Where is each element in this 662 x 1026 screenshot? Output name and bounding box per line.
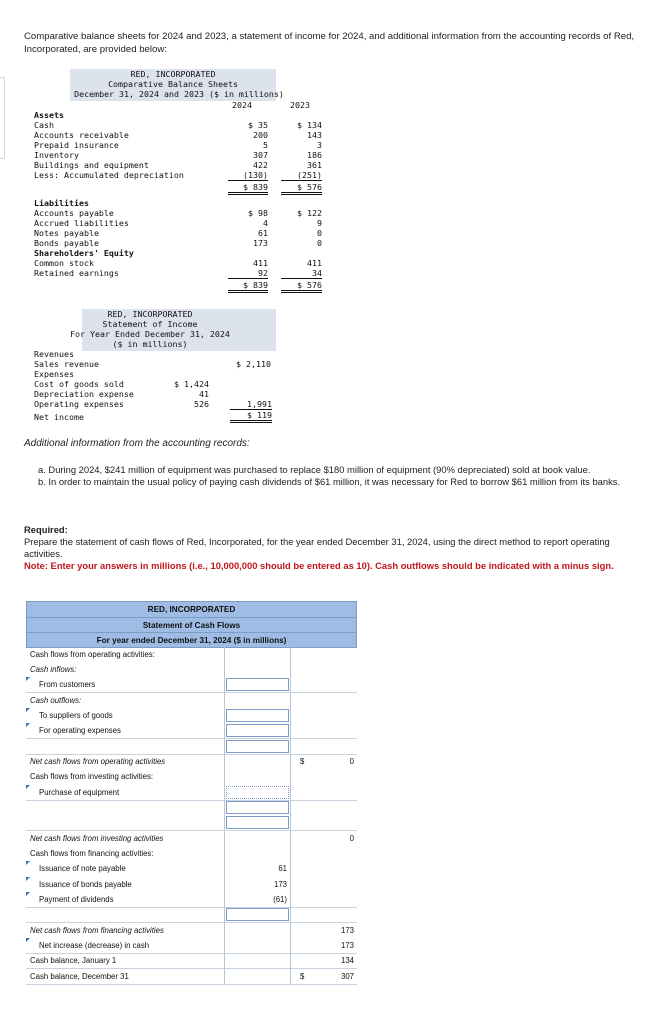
cf-bonds-row xyxy=(26,877,357,893)
cf-cash-end-label: Cash balance, December 31 xyxy=(30,972,129,981)
cf-dividends-row xyxy=(26,892,357,908)
cf-for-opex-amount-cell xyxy=(224,723,290,739)
assets-label: Inventory xyxy=(34,150,79,160)
dropdown-marker-icon[interactable] xyxy=(26,677,30,681)
cf-op-blank-input[interactable] xyxy=(226,740,289,753)
cf-op-blank-row xyxy=(26,739,357,755)
is-revenues: Revenues xyxy=(34,349,74,359)
cf-fin-blank-total-cell xyxy=(290,907,357,923)
liabilities-2024: 4 xyxy=(263,218,268,228)
cf-inv-blank-2-input[interactable] xyxy=(226,816,289,829)
cf-to-suppliers-total-cell xyxy=(290,708,357,724)
equity-header: Shareholders' Equity xyxy=(34,248,134,258)
assets-2023: 186 xyxy=(307,150,322,160)
cf-outflows-label: Cash outflows: xyxy=(30,696,82,705)
cf-notes-row xyxy=(26,861,357,877)
is-sales-label: Sales revenue xyxy=(34,359,99,369)
liabilities-2024: $ 98 xyxy=(248,208,268,218)
cf-to-suppliers-amount-cell xyxy=(224,708,290,724)
cf-fin-header-row xyxy=(26,846,357,862)
cf-inflows-amount-cell xyxy=(224,662,290,678)
cf-op-blank-total-cell xyxy=(290,739,357,755)
is-opex-label: Operating expenses xyxy=(34,399,124,409)
is-dep-label: Depreciation expense xyxy=(34,389,134,399)
cf-for-opex-label: For operating expenses xyxy=(39,726,121,735)
cf-cash-end-row xyxy=(26,969,357,985)
cf-op-header-amount-cell xyxy=(224,647,290,663)
cf-purchase-equipment-input[interactable] xyxy=(226,786,289,799)
liabilities-label: Notes payable xyxy=(34,228,99,238)
assets-2023: 143 xyxy=(307,130,322,140)
cf-inv-blank-2-total-cell xyxy=(290,815,357,831)
cf-notes-value: 61 xyxy=(278,864,287,873)
cf-net-fin-label: Net cash flows from financing activities xyxy=(30,926,164,935)
cf-fin-header-label: Cash flows from financing activities: xyxy=(30,849,154,858)
cf-net-fin-total: 173 xyxy=(340,926,354,935)
additional-info-list xyxy=(38,464,644,488)
equity-label: Retained earnings xyxy=(34,268,119,278)
cf-inv-blank-1-amount-cell xyxy=(224,800,290,816)
cf-net-op-row xyxy=(26,754,357,770)
equity-2023: 411 xyxy=(307,258,322,268)
cf-inv-blank-1-row xyxy=(26,800,357,816)
cf-inv-header-total-cell xyxy=(290,769,357,785)
liabilities-label: Bonds payable xyxy=(34,238,99,248)
cf-header xyxy=(26,601,357,648)
bs-title-3: December 31, 2024 and 2023 ($ in millions) xyxy=(74,89,284,99)
cf-title-1: RED, INCORPORATED xyxy=(147,605,236,614)
cf-purchase-equipment-label: Purchase of equipment xyxy=(39,788,120,797)
bs-title-1: RED, INCORPORATED xyxy=(130,69,216,79)
assets-2024: 422 xyxy=(253,160,268,170)
is-title-2: Statement of Income xyxy=(102,319,198,329)
le-total-2024: $ 839 xyxy=(228,280,268,293)
cf-cash-end-amount-cell xyxy=(224,969,290,985)
cf-inflows-label: Cash inflows: xyxy=(30,665,77,674)
cf-op-header-label: Cash flows from operating activities: xyxy=(30,650,155,659)
dropdown-marker-icon[interactable] xyxy=(26,785,30,789)
cf-fin-blank-amount-cell xyxy=(224,907,290,923)
cf-net-increase-amount-cell xyxy=(224,938,290,954)
cf-cash-begin-total: 134 xyxy=(340,956,354,965)
cf-dividends-value: (61) xyxy=(273,895,287,904)
assets-2023: 361 xyxy=(307,160,322,170)
dropdown-marker-icon[interactable] xyxy=(26,877,30,881)
side-strip xyxy=(0,77,5,159)
cf-inv-blank-1-total-cell xyxy=(290,800,357,816)
assets-2023: $ 134 xyxy=(297,120,322,130)
liabilities-2023: 0 xyxy=(317,228,322,238)
liabilities-label: Accrued liabilities xyxy=(34,218,129,228)
dropdown-marker-icon[interactable] xyxy=(26,861,30,865)
cf-net-fin-amount-cell xyxy=(224,923,290,939)
assets-2024: 307 xyxy=(253,150,268,160)
liabilities-2023: $ 122 xyxy=(297,208,322,218)
cf-op-header-row xyxy=(26,647,357,663)
assets-2023: (251) xyxy=(281,170,322,181)
required-text: Prepare the statement of cash flows of Red, Incorporated, for the year ended December 31, 2024, using the direct method to report operating activities. xyxy=(24,536,610,559)
cf-cash-begin-label: Cash balance, January 1 xyxy=(30,956,117,965)
equity-2023: 34 xyxy=(281,268,322,279)
cf-net-op-total-cell xyxy=(290,754,357,770)
cf-notes-label: Issuance of note payable xyxy=(39,864,126,873)
additional-item-b: b. In order to maintain the usual policy of paying cash dividends of $61 million, it was necessary for Red to borrow $61 million from its banks. xyxy=(38,476,621,487)
bs-col-2024: 2024 xyxy=(232,100,252,110)
liabilities-2024: 173 xyxy=(253,238,268,248)
dropdown-marker-icon[interactable] xyxy=(26,892,30,896)
required-section xyxy=(24,524,644,572)
assets-2024: 5 xyxy=(263,140,268,150)
cf-dividends-label: Payment of dividends xyxy=(39,895,114,904)
is-cogs-label: Cost of goods sold xyxy=(34,379,124,389)
cf-to-suppliers-label: To suppliers of goods xyxy=(39,711,113,720)
le-total-2023: $ 576 xyxy=(281,280,322,293)
bs-title-2: Comparative Balance Sheets xyxy=(108,79,238,89)
assets-total-2024: $ 839 xyxy=(228,182,268,195)
cf-cash-end-total-cell xyxy=(290,969,357,985)
cf-inv-header-label: Cash flows from investing activities: xyxy=(30,772,154,781)
cf-net-inv-total: 0 xyxy=(349,834,354,843)
intro-text: Comparative balance sheets for 2024 and 2023, a statement of income for 2024, and additional information from the accounting records of Red, Incorporated, are provided below: xyxy=(24,31,635,55)
cf-outflows-amount-cell xyxy=(224,693,290,709)
cf-inv-blank-2-amount-cell xyxy=(224,815,290,831)
required-label: Required: xyxy=(24,524,68,535)
is-ni-label: Net income xyxy=(34,412,84,422)
cf-purchase-equipment-row xyxy=(26,785,357,801)
dropdown-marker-icon[interactable] xyxy=(26,938,30,942)
liabilities-2023: 9 xyxy=(317,218,322,228)
cf-from-customers-label: From customers xyxy=(39,680,96,689)
assets-label: Less: Accumulated depreciation xyxy=(34,170,184,180)
assets-2024: 200 xyxy=(253,130,268,140)
cf-fin-header-amount-cell xyxy=(224,846,290,862)
cf-inv-header-amount-cell xyxy=(224,769,290,785)
cf-net-op-label: Net cash flows from operating activities xyxy=(30,757,166,766)
cf-cash-begin-amount-cell xyxy=(224,953,290,969)
assets-label: Prepaid insurance xyxy=(34,140,119,150)
cf-cash-end-total: 307 xyxy=(340,972,354,981)
cf-from-customers-amount-cell xyxy=(224,677,290,693)
bs-col-2023: 2023 xyxy=(290,100,310,110)
cf-net-op-total: 0 xyxy=(349,757,354,766)
additional-info-header: Additional information from the accounting records: xyxy=(24,438,250,449)
cf-outflows-total-cell xyxy=(290,693,357,709)
cf-net-fin-total-cell xyxy=(290,923,357,939)
cf-inv-blank-2-row xyxy=(26,815,357,831)
cf-fin-blank-row xyxy=(26,907,357,923)
liabilities-2024: 61 xyxy=(258,228,268,238)
is-title-1: RED, INCORPORATED xyxy=(107,309,193,319)
cf-cash-end-dollar: $ xyxy=(300,972,305,981)
cf-for-opex-row xyxy=(26,723,357,739)
is-exp-total: 1,991 xyxy=(230,399,272,410)
cf-outflows-row xyxy=(26,693,357,709)
dropdown-marker-icon[interactable] xyxy=(26,708,30,712)
cf-inflows-row xyxy=(26,662,357,678)
cf-bonds-total-cell xyxy=(290,877,357,893)
liabilities-label: Accounts payable xyxy=(34,208,114,218)
cf-net-inv-label: Net cash flows from investing activities xyxy=(30,834,164,843)
assets-2024: (130) xyxy=(228,170,268,181)
cf-net-inv-amount-cell xyxy=(224,831,290,847)
liabilities-2023: 0 xyxy=(317,238,322,248)
cf-from-customers-input[interactable] xyxy=(226,678,289,691)
liabilities-header: Liabilities xyxy=(34,198,89,208)
cf-net-fin-row xyxy=(26,923,357,939)
assets-label: Cash xyxy=(34,120,54,130)
cf-inv-blank-1-input[interactable] xyxy=(226,801,289,814)
assets-header: Assets xyxy=(34,110,64,120)
cf-cash-begin-row xyxy=(26,953,357,969)
cf-net-increase-total-cell xyxy=(290,938,357,954)
cf-notes-total-cell xyxy=(290,861,357,877)
cf-net-increase-row xyxy=(26,938,357,954)
cf-cash-begin-total-cell xyxy=(290,953,357,969)
cf-bonds-value: 173 xyxy=(273,880,287,889)
assets-total-2023: $ 576 xyxy=(281,182,322,195)
cf-net-increase-total: 173 xyxy=(340,941,354,950)
assets-label: Accounts receivable xyxy=(34,130,129,140)
note-text: Note: Enter your answers in millions (i.e., 10,000,000 should be entered as 10). Cash outflows should be indicated with a minus sign. xyxy=(24,560,614,571)
cf-net-op-amount-cell xyxy=(224,754,290,770)
assets-2023: 3 xyxy=(317,140,322,150)
is-title-4: ($ in millions) xyxy=(112,339,188,349)
cf-fin-blank-input[interactable] xyxy=(226,908,289,921)
cf-bonds-label: Issuance of bonds payable xyxy=(39,880,132,889)
is-opex-value: 526 xyxy=(194,399,209,409)
additional-item-a: a. During 2024, $241 million of equipment was purchased to replace $180 million of equipment (90% depreciated) sold at book value. xyxy=(38,464,591,475)
cf-inv-header-row xyxy=(26,769,357,785)
cf-net-op-dollar: $ xyxy=(300,757,305,766)
is-sales-value: $ 2,110 xyxy=(236,359,271,369)
cf-title-3: For year ended December 31, 2024 ($ in millions) xyxy=(27,632,356,647)
assets-2024: $ 35 xyxy=(248,120,268,130)
cf-notes-amount-cell xyxy=(224,861,290,877)
cf-from-customers-total-cell xyxy=(290,677,357,693)
assets-label: Buildings and equipment xyxy=(34,160,149,170)
cf-net-increase-label: Net increase (decrease) in cash xyxy=(39,941,150,950)
cf-for-opex-total-cell xyxy=(290,723,357,739)
is-title-3: For Year Ended December 31, 2024 xyxy=(70,329,230,339)
cf-net-inv-total-cell xyxy=(290,831,357,847)
cf-op-blank-amount-cell xyxy=(224,739,290,755)
cf-purchase-equipment-total-cell xyxy=(290,785,357,801)
cf-from-customers-row xyxy=(26,677,357,693)
cf-purchase-equipment-amount-cell xyxy=(224,785,290,801)
is-cogs-value: $ 1,424 xyxy=(174,379,209,389)
cf-dividends-total-cell xyxy=(290,892,357,908)
cf-fin-header-total-cell xyxy=(290,846,357,862)
equity-label: Common stock xyxy=(34,258,94,268)
equity-2024: 92 xyxy=(228,268,268,279)
cf-dividends-amount-cell xyxy=(224,892,290,908)
cf-to-suppliers-input[interactable] xyxy=(226,709,289,722)
cf-title-2: Statement of Cash Flows xyxy=(27,617,356,632)
dropdown-marker-icon[interactable] xyxy=(26,723,30,727)
cf-to-suppliers-row xyxy=(26,708,357,724)
cf-op-header-total-cell xyxy=(290,647,357,663)
equity-2024: 411 xyxy=(253,258,268,268)
is-ni-value: $ 119 xyxy=(230,410,272,423)
is-dep-value: 41 xyxy=(199,389,209,399)
cf-net-inv-row xyxy=(26,831,357,847)
is-expenses: Expenses xyxy=(34,369,74,379)
cf-inflows-total-cell xyxy=(290,662,357,678)
cf-bonds-amount-cell xyxy=(224,877,290,893)
cf-for-opex-input[interactable] xyxy=(226,724,289,737)
